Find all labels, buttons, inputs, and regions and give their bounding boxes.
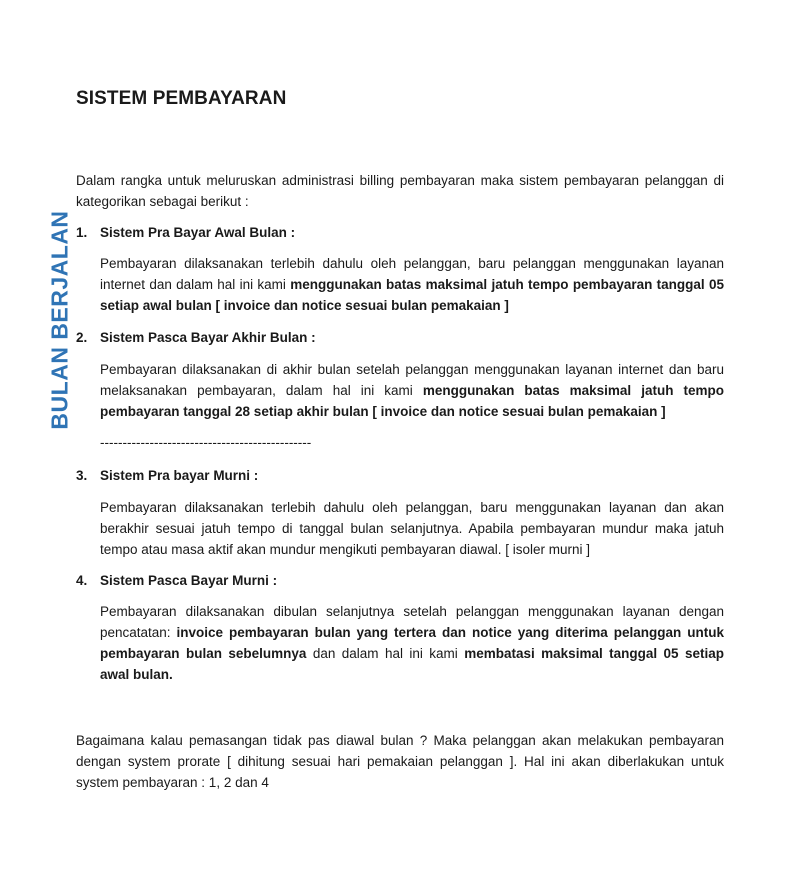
- side-label-text: BULAN BERJALAN: [46, 210, 73, 430]
- item-2-heading-text: Sistem Pasca Bayar Akhir Bulan :: [100, 330, 316, 345]
- item-4-body-part2: invoice pembayaran bulan yang tertera dan notice yang diterima pelanggan untuk pembayaran bulan sebelumnya: [100, 625, 724, 661]
- item-2-body: [100, 359, 724, 422]
- item-3-number: 3.: [76, 468, 88, 483]
- item-4-heading-text: Sistem Pasca Bayar Murni :: [100, 573, 278, 588]
- separator-line: -----------------------------------------------: [100, 435, 312, 450]
- item-3-body: Pembayaran dilaksanakan terlebih dahulu oleh pelanggan, baru menggunakan layanan dan akan berakhir sesuai jatuh tempo di tanggal bulan selanjutnya. Apabila pembayaran mundur maka jatuh tempo atau masa aktif akan mundur mengikuti pembayaran diawal. [ isoler murni ]: [100, 500, 724, 557]
- item-4-body: [100, 601, 724, 685]
- item-1-number: 1.: [76, 225, 88, 240]
- item-4-body-part4: membatasi maksimal tanggal 05 setiap awal bulan.: [100, 646, 724, 682]
- intro-paragraph: Dalam rangka untuk meluruskan administrasi billing pembayaran maka sistem pembayaran pelanggan di kategorikan sebagai berikut :: [76, 173, 724, 209]
- item-1-heading-text: Sistem Pra Bayar Awal Bulan :: [100, 225, 296, 240]
- item-2-body-plain: Pembayaran dilaksanakan di akhir bulan setelah pelanggan menggunakan layanan internet dan baru melaksanakan pembayaran, dalam hal ini kami: [100, 362, 724, 398]
- item-4-number: 4.: [76, 573, 88, 588]
- page-title: SISTEM PEMBAYARAN: [76, 88, 287, 109]
- item-1-heading: [76, 222, 295, 243]
- closing-paragraph: Bagaimana kalau pemasangan tidak pas diawal bulan ? Maka pelanggan akan melakukan pembayaran dengan system prorate [ dihitung sesuai hari pemakaian pelanggan ]. Hal ini akan diberlakukan untuk system pembayaran : 1, 2 dan 4: [76, 733, 724, 790]
- item-1-body-plain: Pembayaran dilaksanakan terlebih dahulu oleh pelanggan, baru pelanggan menggunakan layanan internet dan dalam hal ini kami: [100, 256, 724, 292]
- item-4-body-part1: Pembayaran dilaksanakan dibulan selanjutnya setelah pelanggan menggunakan layanan dengan pencatatan:: [100, 604, 724, 640]
- item-2-number: 2.: [76, 330, 88, 345]
- item-4-body-part3: dan dalam hal ini kami: [306, 646, 465, 661]
- item-1-body-bold: menggunakan batas maksimal jatuh tempo pembayaran tanggal 05 setiap awal bulan [ invoice dan notice sesuai bulan pemakaian ]: [100, 277, 724, 313]
- item-2-body-bold: menggunakan batas maksimal jatuh tempo pembayaran tanggal 28 setiap akhir bulan [ invoice dan notice sesuai bulan pemakaian ]: [100, 383, 724, 419]
- item-4-heading: [76, 570, 277, 591]
- item-2-heading: [76, 327, 316, 348]
- item-1-body: [100, 253, 724, 316]
- item-3-heading: [76, 465, 258, 486]
- item-3-heading-text: Sistem Pra bayar Murni :: [100, 468, 259, 483]
